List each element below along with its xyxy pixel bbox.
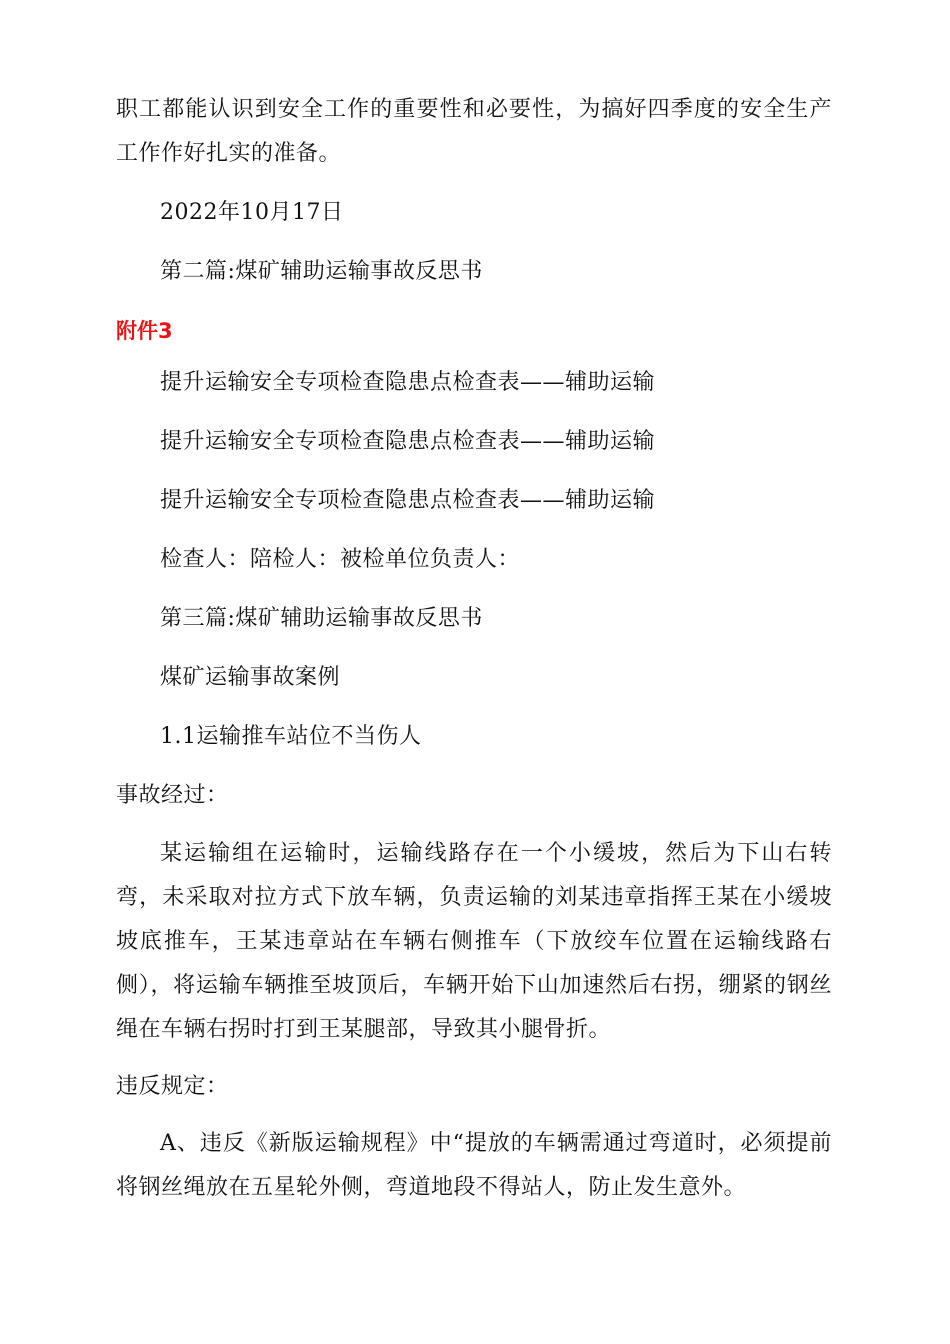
violation-label: 违反规定：	[116, 1074, 229, 1099]
checklist-title-3: 提升运输安全专项检查隐患点检查表——辅助运输	[160, 488, 656, 513]
intro-paragraph: 职工都能认识到安全工作的重要性和必要性，为搞好四季度的安全生产工作作好扎实的准备。	[116, 97, 832, 166]
inspector-line: 检查人：陪检人：被检单位负责人：	[160, 547, 521, 572]
accident-process-text: 某运输组在运输时，运输线路存在一个小缓坡，然后为下山右转弯，未采取对拉方式下放车辆，负责运输的刘某违章指挥王某在小缓坡坡底推车，王某违章站在车辆右侧推车（下放绞车位置在运输线路右侧），将运输车辆推至坡顶后，车辆开始下山加速然后右拐，绷紧的钢丝绳在车辆右拐时打到王某腿部，导致其小腿骨折。	[116, 841, 832, 1042]
checklist-title-2: 提升运输安全专项检查隐患点检查表——辅助运输	[160, 429, 656, 454]
case-1-1-title: 1.1运输推车站位不当伤人	[160, 724, 422, 749]
case-heading: 煤矿运输事故案例	[160, 665, 341, 690]
document-date: 2022年10月17日	[160, 200, 344, 225]
checklist-title-1: 提升运输安全专项检查隐患点检查表——辅助运输	[160, 370, 656, 395]
chapter2-title: 第二篇:煤矿辅助运输事故反思书	[160, 259, 483, 284]
chapter3-title: 第三篇:煤矿辅助运输事故反思书	[160, 606, 483, 631]
accident-process-label: 事故经过：	[116, 783, 229, 808]
attachment-label: 附件3	[116, 319, 173, 343]
violation-a-text: A、违反《新版运输规程》中“提放的车辆需通过弯道时，必须提前将钢丝绳放在五星轮外侧，弯道地段不得站人，防止发生意外。	[116, 1131, 832, 1200]
